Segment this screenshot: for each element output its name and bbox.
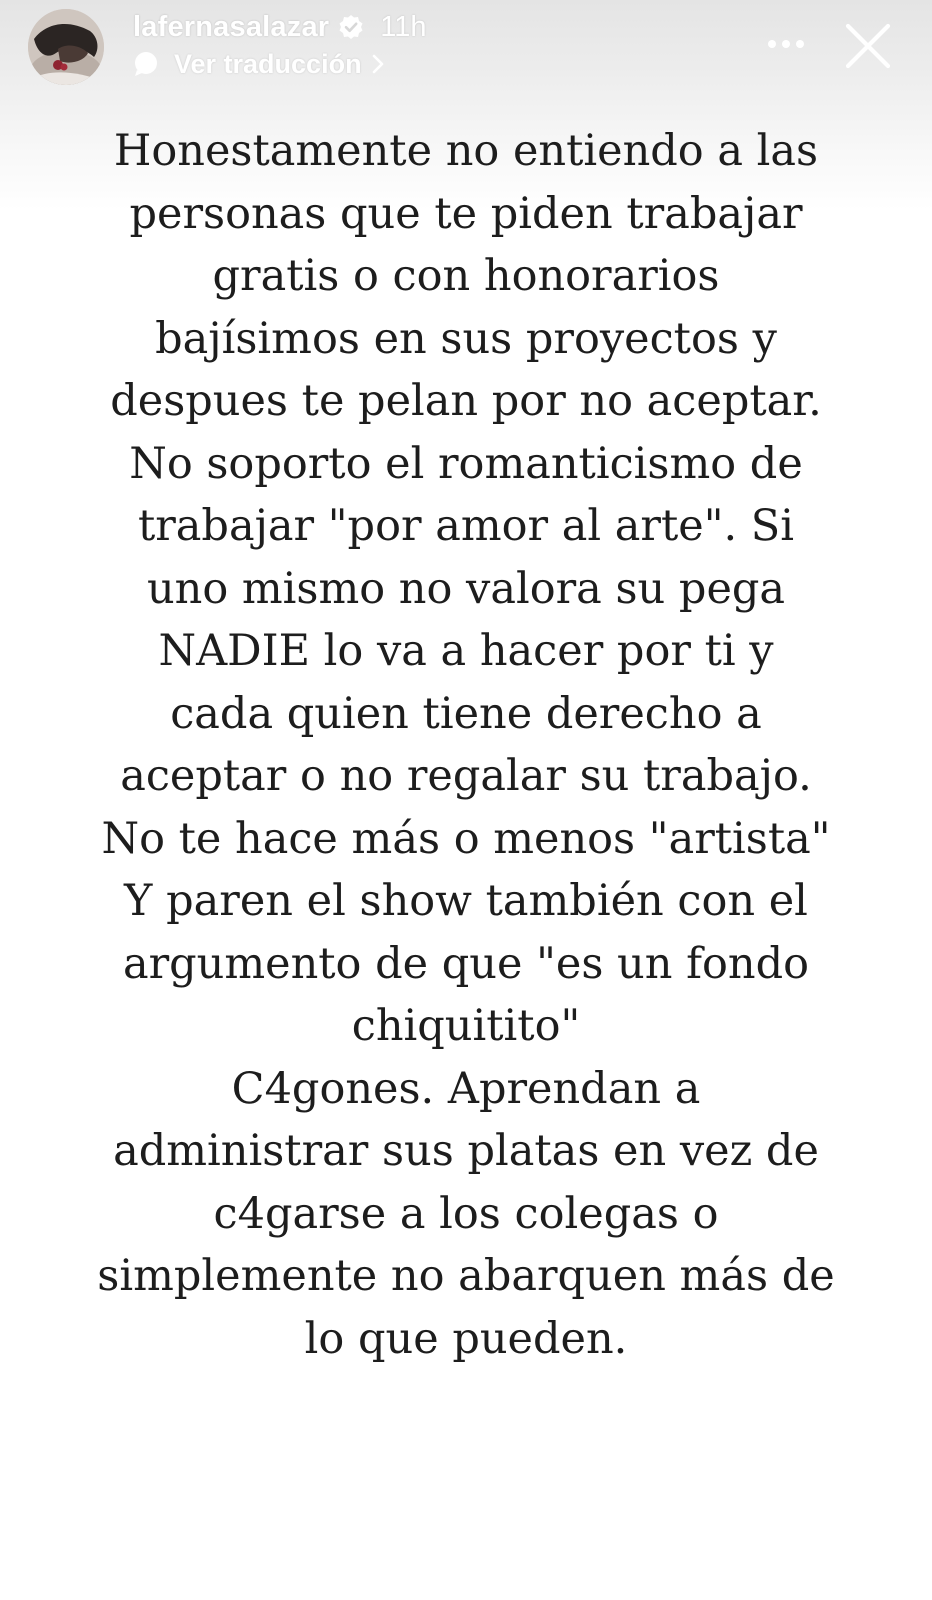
avatar-photo	[28, 9, 104, 85]
close-icon	[840, 18, 896, 74]
see-translation-label: Ver traducción	[174, 48, 362, 79]
username-row	[133, 7, 427, 47]
more-options-button[interactable]	[758, 24, 814, 64]
story-text-line: NADIE lo va a hacer por ti y	[158, 626, 774, 676]
story-text-line: trabajar "por amor al arte". Si	[137, 501, 795, 551]
story-text-line: simplemente no abarquen más de	[97, 1251, 835, 1301]
verified-badge-icon	[338, 14, 364, 40]
story-text-line: C4gones. Aprendan a	[231, 1063, 701, 1114]
translate-bubble-icon	[133, 51, 159, 77]
story-text-line: c4garse a los colegas o	[213, 1188, 719, 1239]
story-text-line: gratis o con honorarios	[212, 251, 720, 301]
story-header	[0, 0, 932, 100]
more-horizontal-icon	[758, 24, 814, 64]
story-text-line: aceptar o no regalar su trabajo.	[120, 751, 812, 801]
story-text-line: Y paren el show también con el	[124, 876, 808, 926]
see-translation-link[interactable]	[133, 46, 386, 82]
post-time: 11h	[380, 10, 427, 43]
story-text-line: No te hace más o menos "artista"	[101, 813, 831, 864]
avatar[interactable]	[28, 9, 104, 85]
story-text-line: personas que te piden trabajar	[129, 188, 803, 239]
close-button[interactable]	[840, 18, 896, 74]
story-text-line: No soporto el romanticismo de	[129, 438, 803, 489]
username[interactable]: lafernasalazar	[133, 10, 330, 43]
chevron-right-icon	[370, 53, 386, 75]
story-text-line: Honestamente no entiendo a las	[113, 126, 819, 176]
story-text-line: administrar sus platas en vez de	[113, 1126, 819, 1176]
story-text-line: argumento de que "es un fondo	[122, 938, 810, 989]
story-text-line: lo que pueden.	[304, 1313, 628, 1364]
story-text	[60, 120, 872, 1370]
story-text-line: bajísimos en sus proyectos y	[155, 313, 777, 364]
story-text-line: uno mismo no valora su pega	[146, 563, 786, 614]
story-text-line: cada quien tiene derecho a	[170, 688, 762, 739]
story-text-line: chiquitito"	[351, 1001, 581, 1051]
story-text-line: despues te pelan por no aceptar.	[110, 376, 822, 426]
